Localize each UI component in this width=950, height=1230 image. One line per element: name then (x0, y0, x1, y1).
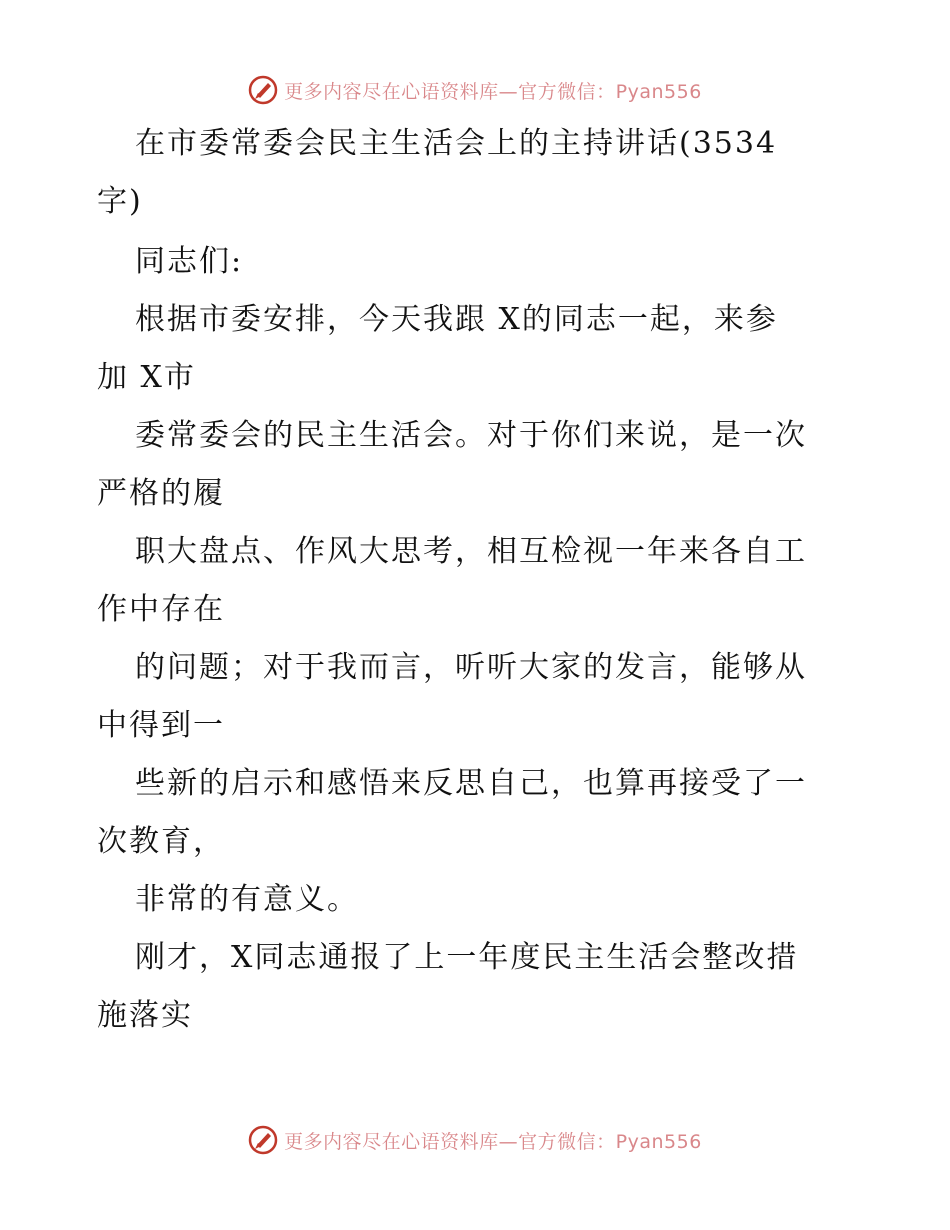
logo-icon (248, 1125, 278, 1155)
paragraph-line: 职大盘点、作风大思考，相互检视一年来各自工 (135, 534, 807, 569)
paragraph-line: 加 X市 (97, 360, 196, 395)
header-banner (0, 70, 950, 110)
salutation: 同志们: (135, 244, 244, 279)
paragraph-line: 些新的启示和感悟来反思自己，也算再接受了一 (135, 766, 807, 801)
footer-banner (0, 1120, 950, 1160)
paragraph-line: 刚才，X同志通报了上一年度民主生活会整改措 (135, 940, 799, 975)
header-banner-text: 更多内容尽在心语资料库—官方微信：Pyan556 (284, 80, 702, 103)
title-line-1: 在市委常委会民主生活会上的主持讲话(3534 (135, 126, 778, 161)
paragraph-line: 的问题；对于我而言，听听大家的发言，能够从 (135, 650, 807, 685)
paragraph-line: 非常的有意义。 (135, 882, 359, 917)
paragraph-line: 委常委会的民主生活会。对于你们来说，是一次 (135, 418, 807, 453)
paragraph-line: 施落实 (97, 998, 193, 1033)
logo-icon (248, 75, 278, 105)
paragraph-line: 严格的履 (97, 476, 225, 511)
title-line-2: 字) (97, 184, 143, 219)
paragraph-line: 根据市委安排，今天我跟 X的同志一起，来参 (135, 302, 778, 337)
footer-banner-text: 更多内容尽在心语资料库—官方微信：Pyan556 (284, 1130, 702, 1153)
paragraph-line: 作中存在 (97, 592, 225, 627)
paragraph-line: 中得到一 (97, 708, 225, 743)
paragraph-line: 次教育， (97, 824, 225, 859)
